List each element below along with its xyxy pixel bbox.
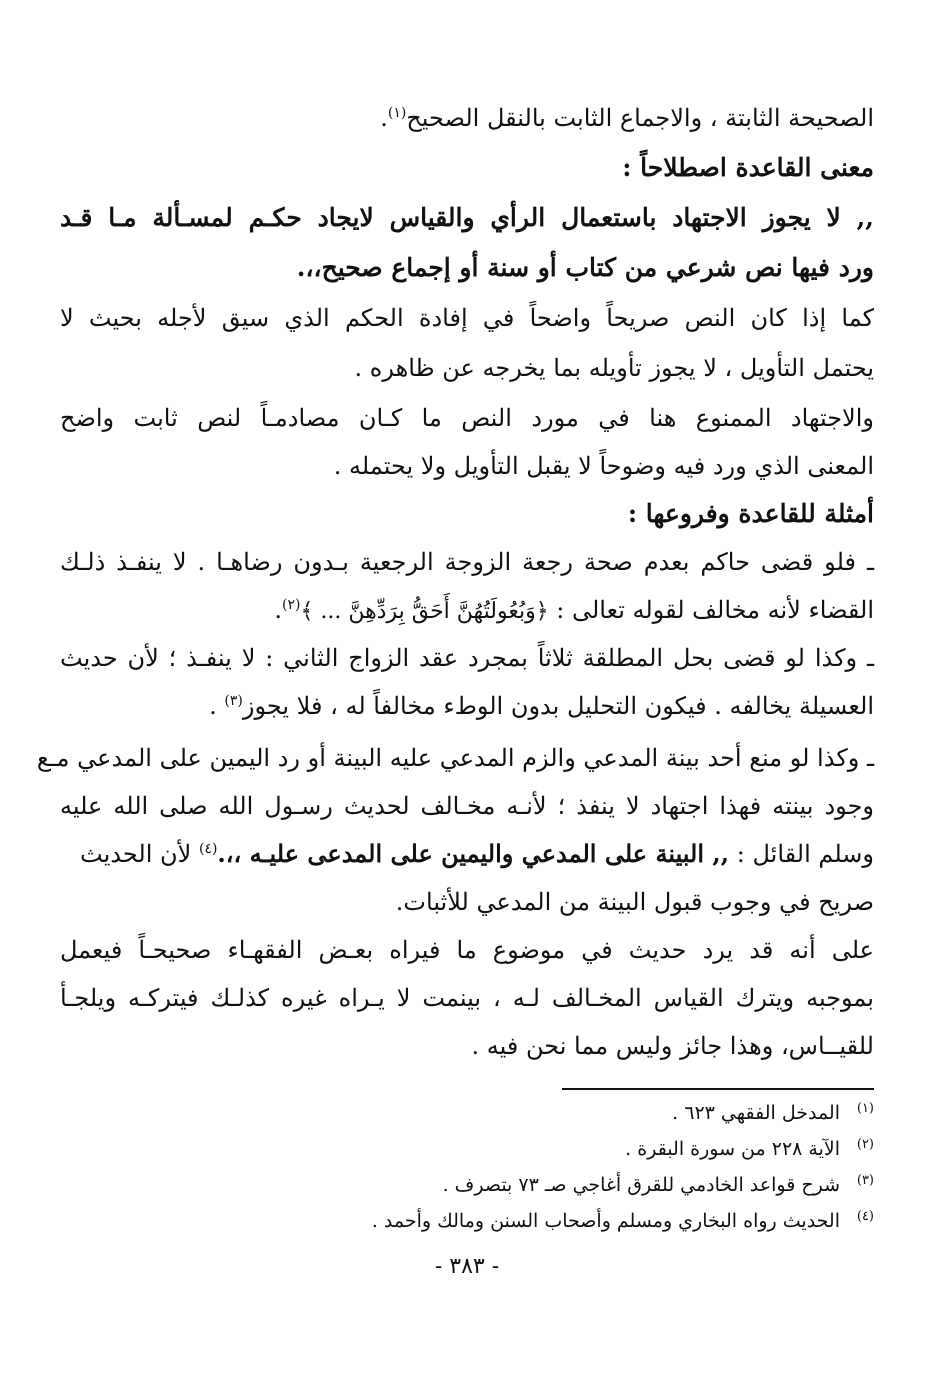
footnote-ref: (٢): [282, 597, 301, 613]
rule-statement-line: ,, لا يجوز الاجتهاد باستعمال الرأي والقياس لايجاد حكـم لمسـألة مـا قـد: [60, 203, 874, 232]
quran-verse: ﴿وَبُعُولَتُهُنَّ أَحَقُّ بِرَدِّهِنَّ ... ﴾: [300, 599, 549, 624]
text-line: وسلم القائل : ,, البينة على المدعي واليمين على المدعى عليـه ،،.$^{(٤)}$ لأن الحديث: [80, 839, 874, 868]
footnote-1: (١)المدخل الفقهي ٦٢٣ .: [672, 1100, 874, 1124]
text-line: كما إذا كان النص صريحاً واضحاً في إفادة الحكم الذي سيق لأجله بحيث لا: [60, 304, 874, 332]
section-heading-definition: معنى القاعدة اصطلاحاً :: [622, 153, 874, 182]
text-line: المعنى الذي ورد فيه وضوحاً لا يقبل التأويل ولا يحتمله .: [333, 452, 874, 480]
text-line: العسيلة يخالفه . فيكون التحليل بدون الوطء مخالفاً له ، فلا يجوز$^{(٣)}$ .: [209, 692, 874, 720]
section-heading-examples: أمثلة للقاعدة وفروعها :: [627, 499, 874, 528]
text-line: بموجبه ويترك القياس المخـالف لـه ، بينمت لا يـراه غيره كذلـك فيتركـه ويلجـأ: [60, 984, 874, 1012]
footnote-ref: (١): [387, 105, 407, 121]
text-line: ـ فلو قضى حاكم بعدم صحة رجعة الزوجة الرجعية بـدون رضاهـا . لا ينفـذ ذلـك: [60, 548, 874, 576]
text-line: على أنه قد يرد حديث في موضوع ما فيراه بعـض الفقهـاء صحيحـاً فيعمل: [60, 936, 874, 964]
text-line: وجود بينته فهذا اجتهاد لا ينفذ ؛ لأنـه مخـالف لحديث رسـول الله صلى الله عليه: [60, 792, 874, 820]
footnote-ref: (٣): [224, 693, 243, 709]
footnote-3: (٣)شرح قواعد الخادمي للقرق أغاجي صـ ٧٣ بتصرف .: [442, 1172, 874, 1196]
page-number: - ٣٨٣ -: [434, 1254, 500, 1279]
text-line: القضاء لأنه مخالف لقوله تعالى : ﴿وَبُعُولَتُهُنَّ أَحَقُّ بِرَدِّهِنَّ ... ﴾$^{(٢)}$.: [274, 596, 874, 624]
text-line: والاجتهاد الممنوع هنا في مورد النص ما كـان مصادمـاً لنص ثابت واضح: [60, 404, 874, 432]
text-line: للقيــاس، وهذا جائز وليس مما نحن فيه .: [471, 1032, 874, 1060]
text-line: ـ وكذا لو منع أحد بينة المدعي والزم المدعي عليه البينة أو رد اليمين على المدعي مـع: [36, 744, 874, 772]
hadith-quote: ,, البينة على المدعي واليمين على المدعى عليـه ،،.: [217, 839, 730, 868]
text-line: يحتمل التأويل ، لا يجوز تأويله بما يخرجه عن ظاهره .: [354, 354, 874, 382]
footnote-4: (٤)الحديث رواه البخاري ومسلم وأصحاب السنن ومالك وأحمد .: [371, 1208, 874, 1232]
text-line: صريح في وجوب قبول البينة من المدعي للأثبات.: [395, 888, 874, 916]
footnote-2: (٢)الآية ٢٢٨ من سورة البقرة .: [625, 1136, 874, 1160]
footnote-divider: [562, 1088, 874, 1090]
rule-statement-line: ورد فيها نص شرعي من كتاب أو سنة أو إجماع صحيح،،.: [296, 253, 874, 282]
text-line: الصحيحة الثابتة ، والاجماع الثابت بالنقل الصحيح$^{(١)}$.: [380, 104, 874, 132]
text-line: ـ وكذا لو قضى بحل المطلقة ثلاثاً بمجرد عقد الزواج الثاني : لا ينفـذ ؛ لأن حديث: [60, 644, 874, 672]
footnote-ref: (٤): [198, 841, 218, 857]
